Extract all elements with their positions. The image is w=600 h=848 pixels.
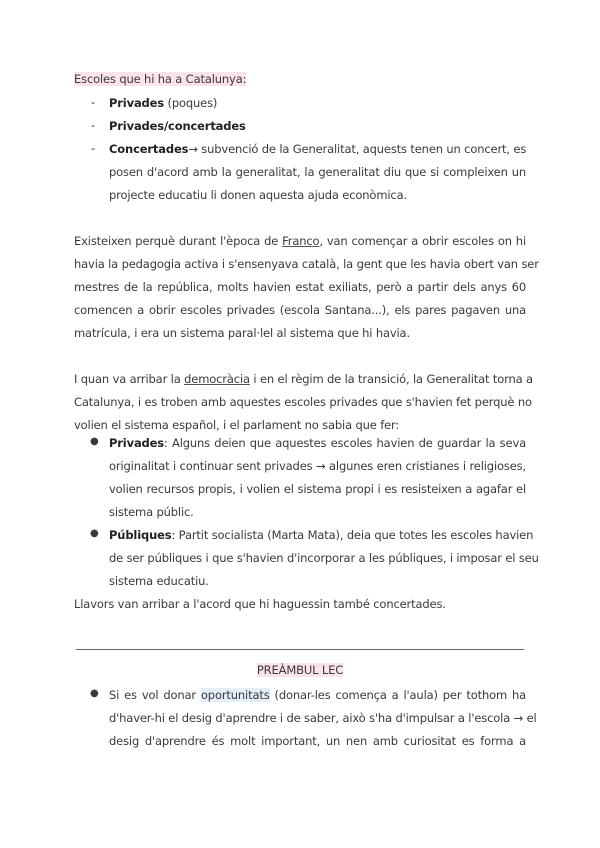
bullet-continuation: desig d'aprendre és molt important, un nen amb curiositat es forma a (109, 734, 526, 748)
paragraph-line: havia la pedagogia activa i s'ensenyava català, la gent que les havia obert van ser (74, 257, 539, 271)
franco-link[interactable]: Franco (282, 234, 320, 248)
section-heading: Escoles que hi ha a Catalunya: (74, 72, 247, 86)
paragraph-line: mestres de la república, molts havien estat exiliats, però a partir dels anys 60 (74, 280, 526, 294)
section-title: PREÀMBUL LEC (256, 663, 344, 677)
bullet-continuation: d'haver-hi el desig d'aprendre i de saber, això s'ha d'impulsar a l'escola → el (109, 711, 537, 725)
list-item: Privades/concertades (109, 119, 246, 133)
paragraph-line: I quan va arribar la democràcia i en el règim de la transició, la Generalitat torna a (74, 372, 533, 386)
horizontal-divider (76, 649, 524, 650)
bullet-continuation: originalitat i continuar sent privades → algunes eren cristianes i religioses, (109, 459, 526, 473)
bullet-item: Públiques: Partit socialista (Marta Mata), deia que totes les escoles havien (109, 528, 534, 542)
bullet-item: Privades: Alguns deien que aquestes escoles havien de guardar la seva (109, 436, 526, 450)
dash-marker: - (91, 141, 95, 155)
bullet-marker: ● (90, 436, 99, 447)
list-item: Privades (poques) (109, 96, 218, 110)
list-item: Concertades → subvenció de la Generalitat, aquests tenen un concert, es (109, 142, 527, 156)
dash-marker: - (91, 118, 95, 132)
paragraph-line: volien el sistema español, i el parlament no sabia que fer: (74, 418, 400, 432)
democracia-link[interactable]: democràcia (184, 372, 250, 386)
paragraph-line: Existeixen perquè durant l'època de Franco, van començar a obrir escoles on hi (74, 234, 526, 248)
bullet-continuation: de ser públiques i que s'havien d'incorporar a les públiques, i imposar el seu (109, 551, 539, 565)
list-item-continuation: projecte educatiu li donen aquesta ajuda econòmica. (109, 188, 407, 202)
bullet-marker: ● (90, 688, 99, 699)
bullet-continuation: sistema educatiu. (109, 574, 209, 588)
bullet-continuation: sistema públic. (109, 505, 194, 519)
oportunitats-highlight: oportunitats (200, 688, 270, 702)
list-item-continuation: posen d'acord amb la generalitat, la generalitat diu que si compleixen un (109, 165, 526, 179)
bullet-marker: ● (90, 528, 99, 539)
bullet-continuation: volien recursos propis, i volien el sistema propi i es resisteixen a agafar el (109, 482, 526, 496)
dash-marker: - (91, 95, 95, 109)
paragraph-line: Llavors van arribar a l'acord que hi haguessin també concertades. (74, 597, 446, 611)
bullet-item: Si es vol donar oportunitats (donar-les comença a l'aula) per tothom ha (109, 688, 526, 702)
paragraph-line: Catalunya, i es troben amb aquestes escoles privades que s'havien fet perquè no (74, 395, 532, 409)
paragraph-line: matrícula, i era un sistema paral·lel al sistema que hi havia. (74, 326, 410, 340)
paragraph-line: comencen a obrir escoles privades (escola Santana...), els pares pagaven una (74, 303, 526, 317)
